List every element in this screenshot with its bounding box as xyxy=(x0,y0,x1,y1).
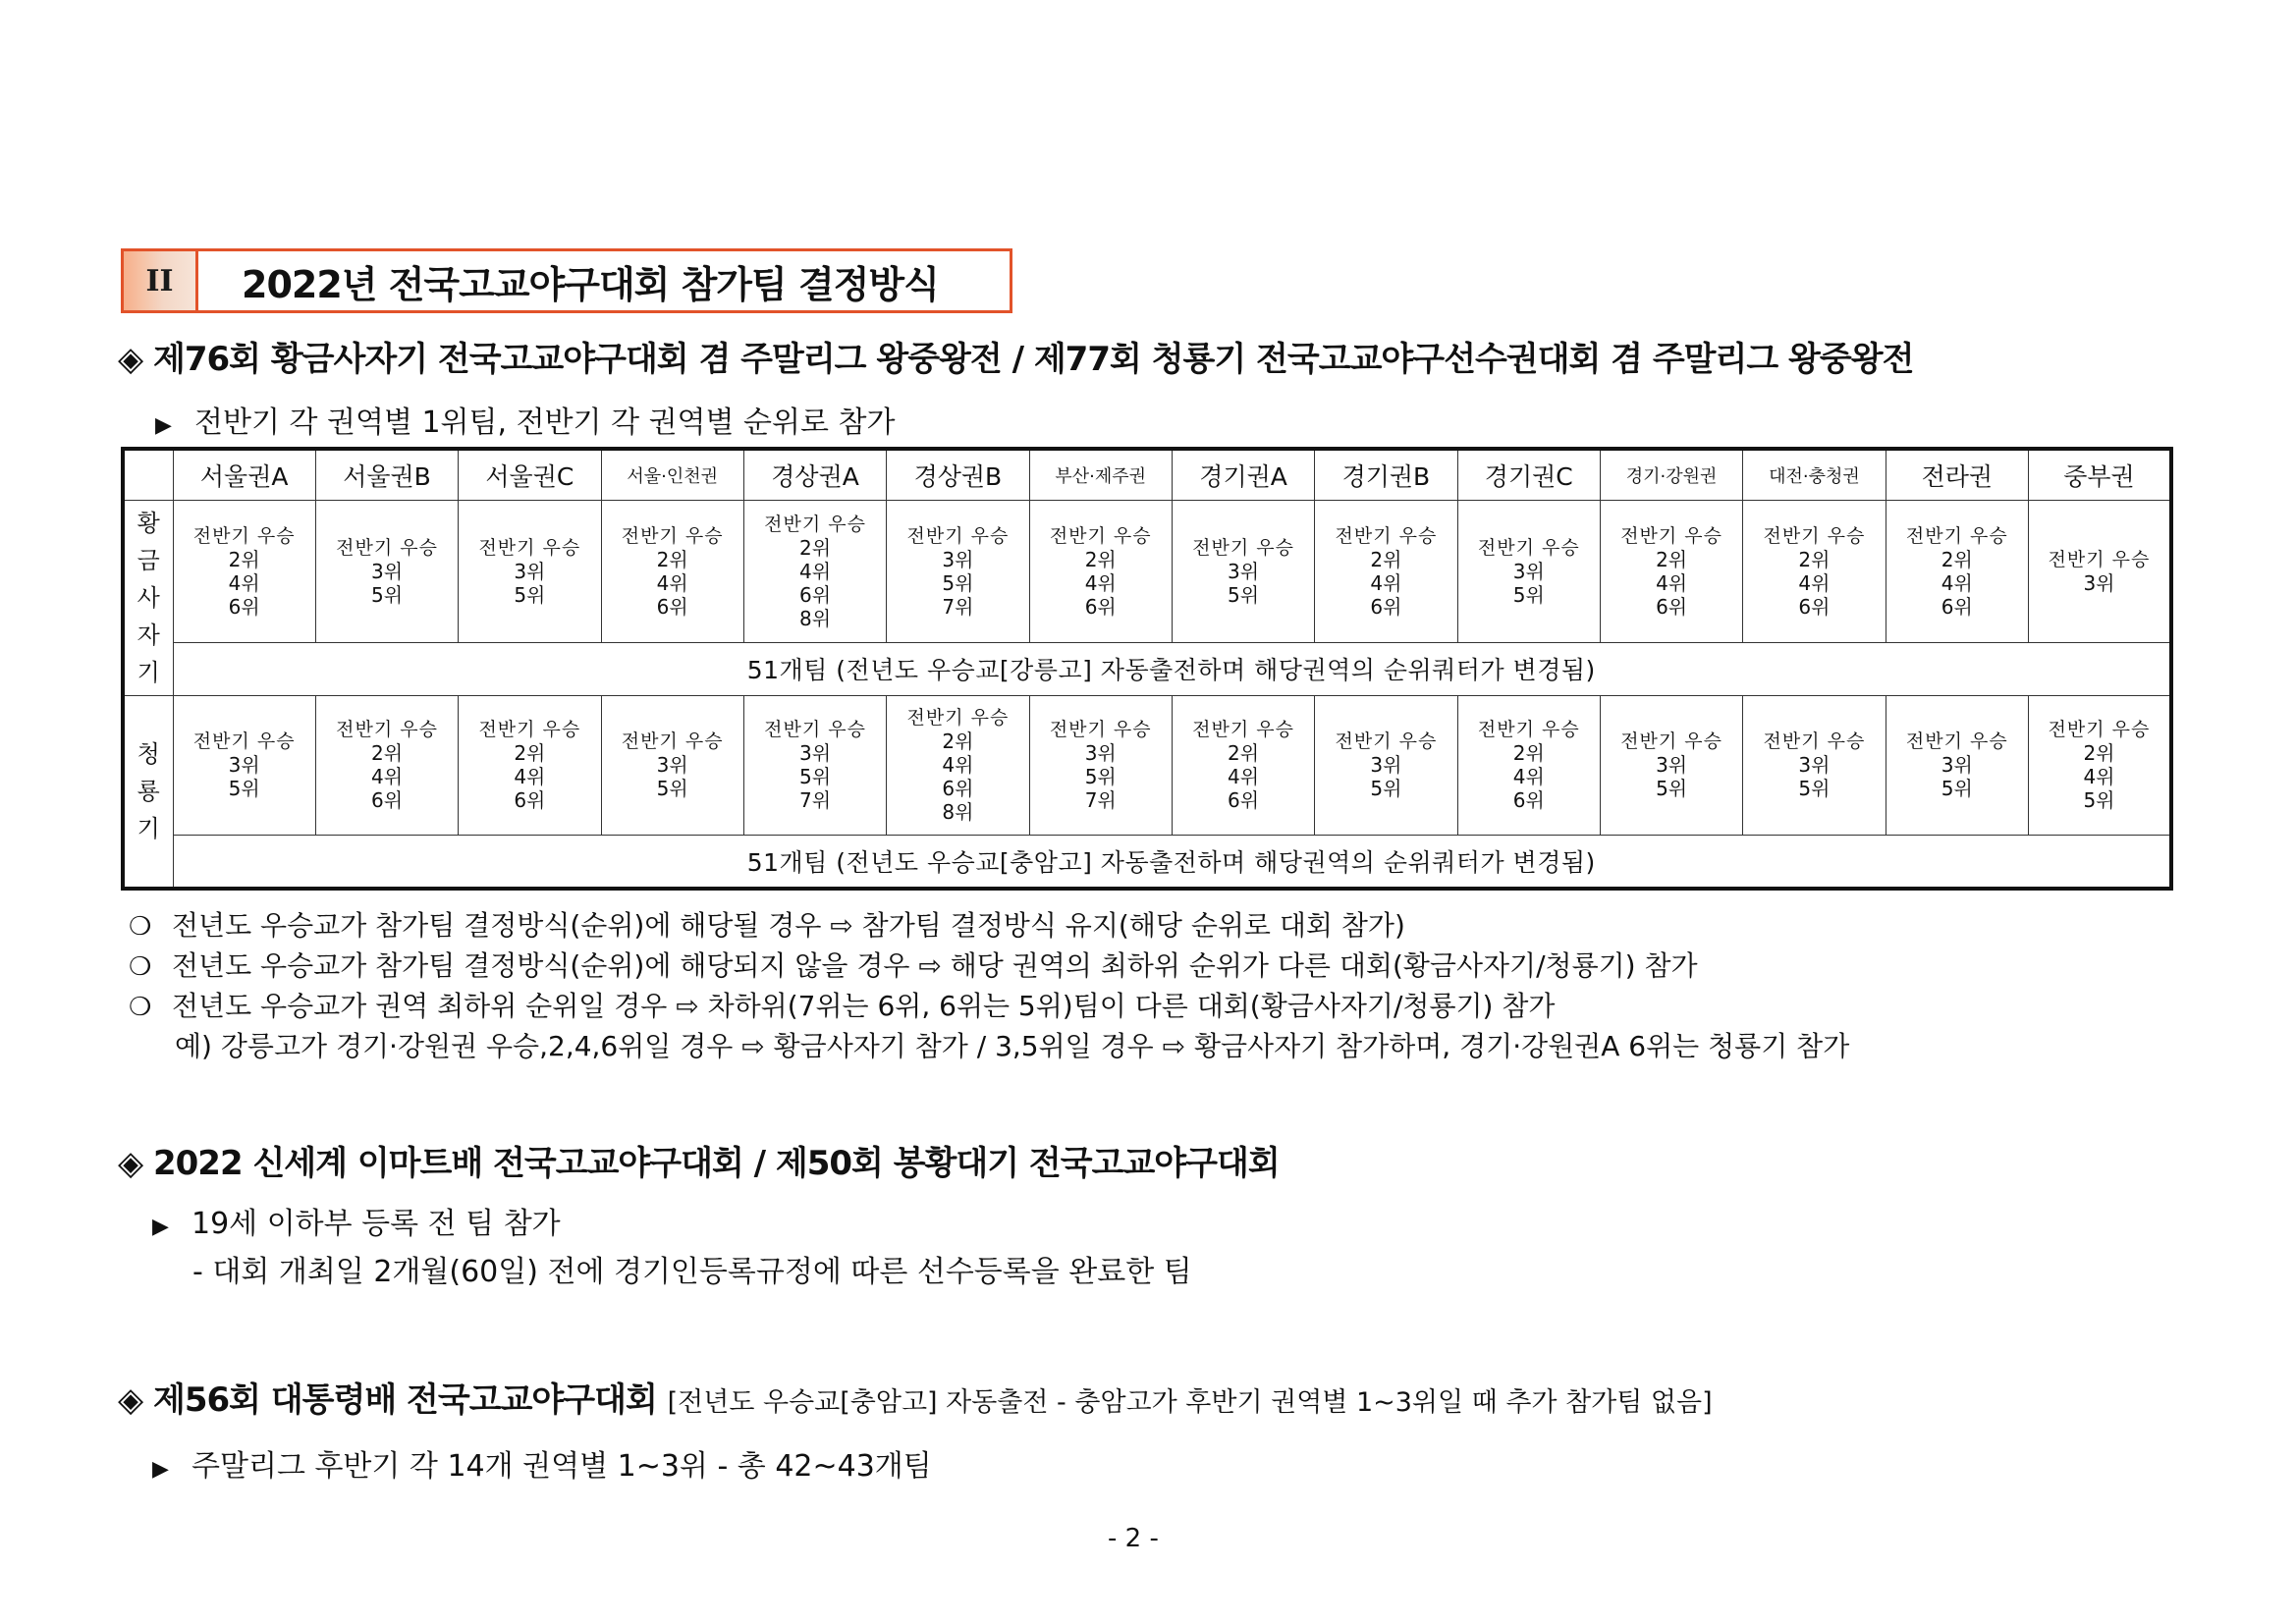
cell-line: 2위 xyxy=(2083,741,2115,766)
table-cell xyxy=(1029,696,1172,836)
table-cell xyxy=(743,501,886,643)
cell-line: 전반기 우승 xyxy=(1620,524,1723,547)
cell-line: 5위 xyxy=(370,582,404,607)
cell-line: 6위 xyxy=(514,788,546,813)
cell-line: 3위 xyxy=(228,753,260,778)
cell-line: 6위 xyxy=(228,594,260,619)
cell-line: 6위 xyxy=(1228,788,1260,813)
cell-line: 3위 xyxy=(2083,570,2115,595)
column-header: 경기권A xyxy=(1172,449,1314,501)
cell-line: 전반기 우승 xyxy=(192,524,296,547)
cell-line: 2위 xyxy=(370,741,404,766)
column-header: 경상권B xyxy=(887,449,1029,501)
row-label xyxy=(123,696,173,889)
cell-line: 전반기 우승 xyxy=(764,513,866,535)
cell-line: 5위 xyxy=(1084,765,1117,789)
cell-line: 4위 xyxy=(1941,570,1973,595)
note-3-text: 전년도 우승교가 권역 최하위 순위일 경우 ⇨ 차하위(7위는 6위, 6위는 5위)팀이 다른 대회(황금사자기/청룡기) 참가 xyxy=(172,990,1556,1022)
cell-line: 6위 xyxy=(1512,788,1545,813)
table-note-row xyxy=(123,642,2171,695)
circle-bullet-icon: ❍ xyxy=(129,952,152,982)
section-title: 2022년 전국고교야구대회 참가팀 결정방식 xyxy=(242,262,939,306)
table-cell xyxy=(1172,501,1314,643)
cell-line: 전반기 우승 xyxy=(1477,719,1580,741)
table-cell xyxy=(1600,696,1742,836)
cell-line: 전반기 우승 xyxy=(621,730,724,753)
column-header: 중부권 xyxy=(2028,449,2171,501)
block3-heading-note: [전년도 우승교[충암고] 자동출전 - 충암고가 후반기 권역별 1~3위일 때 추가 참가팀 없음] xyxy=(667,1387,1713,1418)
cell-line: 2위 xyxy=(799,535,832,560)
cell-line: 4위 xyxy=(942,753,974,778)
circle-bullet-icon: ❍ xyxy=(129,912,152,942)
note-3 xyxy=(129,985,1555,1024)
triangle-bullet-icon: ▶ xyxy=(152,1215,169,1239)
team-count-note: 51개팀 (전년도 우승교[충암고] 자동출전하며 해당권역의 순위쿼터가 변경됨) xyxy=(173,835,2171,889)
cell-line: 3위 xyxy=(799,741,832,766)
cell-line: 5위 xyxy=(1370,777,1402,801)
cell-line: 4위 xyxy=(228,570,260,595)
block1-bullet xyxy=(155,398,896,441)
table-cell xyxy=(1886,696,2028,836)
cell-line: 5위 xyxy=(1941,777,1973,801)
cell-line: 3위 xyxy=(1798,753,1831,778)
cell-line: 5위 xyxy=(514,582,546,607)
table-cell xyxy=(459,696,601,836)
cell-line: 3위 xyxy=(1370,753,1402,778)
column-header: 경상권A xyxy=(743,449,886,501)
cell-line: 전반기 우승 xyxy=(1192,536,1294,559)
row-label-char: 청 xyxy=(137,740,160,769)
column-header: 전라권 xyxy=(1886,449,2028,501)
row-label xyxy=(123,501,173,696)
table-cell xyxy=(1029,501,1172,643)
cell-line: 5위 xyxy=(656,777,688,801)
cell-line: 7위 xyxy=(1084,788,1117,813)
triangle-bullet-icon: ▶ xyxy=(152,1457,169,1482)
row-label-char: 금 xyxy=(137,547,160,575)
table-cell xyxy=(887,501,1029,643)
cell-line: 2위 xyxy=(942,730,974,754)
note-2 xyxy=(129,945,1698,984)
block2-sub: - 대회 개최일 2개월(60일) 전에 경기인등록규정에 따른 선수등록을 완료한 팀 xyxy=(192,1255,1192,1289)
row-label-char: 기 xyxy=(137,659,160,687)
column-header: 경기·강원권 xyxy=(1600,449,1742,501)
column-header: 경기권B xyxy=(1315,449,1457,501)
table-cell xyxy=(459,501,601,643)
page-number: - 2 - xyxy=(1108,1524,1159,1553)
cell-line: 전반기 우승 xyxy=(1905,730,2008,753)
cell-line: 3위 xyxy=(656,753,688,778)
cell-line: 전반기 우승 xyxy=(2048,548,2151,570)
table-cell xyxy=(601,501,743,643)
column-header: 부산·제주권 xyxy=(1029,449,1172,501)
cell-line: 2위 xyxy=(1941,547,1973,571)
cell-line: 4위 xyxy=(1798,570,1831,595)
cell-line: 4위 xyxy=(1656,570,1688,595)
cell-line: 2위 xyxy=(1656,547,1688,571)
cell-line: 전반기 우승 xyxy=(1905,524,2008,547)
cell-line: 4위 xyxy=(1084,570,1117,595)
cell-line: 전반기 우승 xyxy=(1763,524,1866,547)
cell-line: 6위 xyxy=(1084,594,1117,619)
table-cell xyxy=(173,696,315,836)
cell-line: 2위 xyxy=(1084,547,1117,571)
block3-bullet xyxy=(152,1441,932,1485)
column-header: 서울권C xyxy=(459,449,601,501)
cell-line: 전반기 우승 xyxy=(478,719,581,741)
cell-line: 3위 xyxy=(514,559,546,583)
column-header: 서울·인천권 xyxy=(601,449,743,501)
table-cell xyxy=(1886,501,2028,643)
cell-line: 8위 xyxy=(799,606,832,630)
cell-line: 6위 xyxy=(1656,594,1688,619)
cell-line: 6위 xyxy=(1798,594,1831,619)
cell-line: 3위 xyxy=(942,547,974,571)
block2-bullet-text: 19세 이하부 등록 전 팀 참가 xyxy=(191,1207,561,1241)
cell-line: 5위 xyxy=(1656,777,1688,801)
table-cell xyxy=(1743,501,1886,643)
cell-line: 전반기 우승 xyxy=(906,524,1010,547)
table-cell xyxy=(887,696,1029,836)
cell-line: 전반기 우승 xyxy=(906,707,1010,730)
cell-line: 7위 xyxy=(942,594,974,619)
table-cell xyxy=(173,501,315,643)
cell-line: 2위 xyxy=(1512,741,1545,766)
team-count-note: 51개팀 (전년도 우승교[강릉고] 자동출전하며 해당권역의 순위쿼터가 변경됨) xyxy=(173,642,2171,695)
cell-line: 전반기 우승 xyxy=(478,536,581,559)
cell-line: 6위 xyxy=(656,594,688,619)
cell-line: 2위 xyxy=(1228,741,1260,766)
section-number: II xyxy=(124,251,198,310)
cell-line: 6위 xyxy=(942,777,974,801)
cell-line: 4위 xyxy=(1370,570,1402,595)
row-label-char: 룡 xyxy=(137,778,160,806)
row-label-char: 자 xyxy=(137,622,160,650)
cell-line: 4위 xyxy=(2083,765,2115,789)
table-cell xyxy=(1457,696,1600,836)
cell-line: 3위 xyxy=(1228,559,1260,583)
table-cell xyxy=(315,696,458,836)
table-note-row xyxy=(123,835,2171,889)
row-label-char: 황 xyxy=(137,510,160,538)
block2-heading: ◈ 2022 신세계 이마트배 전국고교야구대회 / 제50회 봉황대기 전국고교야구대회 xyxy=(118,1144,1280,1183)
cell-line: 전반기 우승 xyxy=(1049,524,1152,547)
cell-line: 전반기 우승 xyxy=(192,730,296,753)
table-cell xyxy=(1457,501,1600,643)
cell-line: 4위 xyxy=(514,765,546,789)
cell-line: 3위 xyxy=(1941,753,1973,778)
cell-line: 4위 xyxy=(1512,765,1545,789)
table-cell xyxy=(1172,696,1314,836)
cell-line: 전반기 우승 xyxy=(336,536,438,559)
note-1-text: 전년도 우승교가 참가팀 결정방식(순위)에 해당될 경우 ⇨ 참가팀 결정방식 유지(해당 순위로 대회 참가) xyxy=(172,909,1405,942)
circle-bullet-icon: ❍ xyxy=(129,993,152,1022)
cell-line: 3위 xyxy=(1512,559,1545,583)
block3-bullet-text: 주말리그 후반기 각 14개 권역별 1~3위 - 총 42~43개팀 xyxy=(191,1449,932,1484)
cell-line: 전반기 우승 xyxy=(1335,524,1438,547)
example-text: 예) 강릉고가 경기·강원권 우승,2,4,6위일 경우 ⇨ 황금사자기 참가 / 3,5위일 경우 ⇨ 황금사자기 참가하며, 경기·강원권A 6위는 청룡기 참가 xyxy=(175,1030,1850,1062)
cell-line: 4위 xyxy=(799,559,832,583)
cell-line: 3위 xyxy=(1656,753,1688,778)
qualification-table xyxy=(121,447,2173,891)
table-cell xyxy=(1600,501,1742,643)
cell-line: 6위 xyxy=(799,582,832,607)
cell-line: 4위 xyxy=(1228,765,1260,789)
note-1 xyxy=(129,904,1405,944)
column-header: 서울권B xyxy=(315,449,458,501)
table-cell xyxy=(2028,501,2171,643)
row-label-char: 사 xyxy=(137,584,160,613)
cell-line: 6위 xyxy=(370,788,404,813)
cell-line: 전반기 우승 xyxy=(1049,719,1152,741)
column-header: 대전·충청권 xyxy=(1743,449,1886,501)
cell-line: 4위 xyxy=(370,765,404,789)
cell-line: 5위 xyxy=(799,765,832,789)
table-corner xyxy=(123,449,173,501)
block2-bullet xyxy=(152,1199,561,1242)
triangle-bullet-icon: ▶ xyxy=(155,413,172,438)
cell-line: 4위 xyxy=(656,570,688,595)
table-row xyxy=(123,501,2171,643)
cell-line: 2위 xyxy=(1798,547,1831,571)
cell-line: 전반기 우승 xyxy=(1192,719,1294,741)
cell-line: 전반기 우승 xyxy=(621,524,724,547)
table-cell xyxy=(601,696,743,836)
cell-line: 7위 xyxy=(799,788,832,813)
cell-line: 전반기 우승 xyxy=(1763,730,1866,753)
cell-line: 전반기 우승 xyxy=(1620,730,1723,753)
block3-heading-text: ◈ 제56회 대통령배 전국고교야구대회 xyxy=(118,1380,657,1420)
cell-line: 2위 xyxy=(514,741,546,766)
cell-line: 5위 xyxy=(1798,777,1831,801)
cell-line: 5위 xyxy=(942,570,974,595)
cell-line: 2위 xyxy=(228,547,260,571)
table-cell xyxy=(1315,501,1457,643)
cell-line: 5위 xyxy=(2083,788,2115,813)
table-cell xyxy=(1743,696,1886,836)
table-cell xyxy=(315,501,458,643)
cell-line: 2위 xyxy=(1370,547,1402,571)
cell-line: 8위 xyxy=(942,800,974,825)
cell-line: 전반기 우승 xyxy=(2048,719,2151,741)
cell-line: 전반기 우승 xyxy=(336,719,438,741)
cell-line: 5위 xyxy=(1228,582,1260,607)
cell-line: 5위 xyxy=(1512,582,1545,607)
note-2-text: 전년도 우승교가 참가팀 결정방식(순위)에 해당되지 않을 경우 ⇨ 해당 권역의 최하위 순위가 다른 대회(황금사자기/청룡기) 참가 xyxy=(172,949,1698,982)
cell-line: 3위 xyxy=(1084,741,1117,766)
section-header xyxy=(121,248,1012,313)
cell-line: 3위 xyxy=(370,559,404,583)
table-cell xyxy=(743,696,886,836)
column-header: 서울권A xyxy=(173,449,315,501)
cell-line: 전반기 우승 xyxy=(764,719,866,741)
table-cell xyxy=(2028,696,2171,836)
cell-line: 6위 xyxy=(1370,594,1402,619)
table-cell xyxy=(1315,696,1457,836)
block3-heading xyxy=(118,1373,1713,1421)
block1-heading: ◈ 제76회 황금사자기 전국고교야구대회 겸 주말리그 왕중왕전 / 제77회 청룡기 전국고교야구선수권대회 겸 주말리그 왕중왕전 xyxy=(118,340,1914,379)
block1-bullet-text: 전반기 각 권역별 1위팀, 전반기 각 권역별 순위로 참가 xyxy=(194,406,896,440)
cell-line: 전반기 우승 xyxy=(1477,536,1580,559)
cell-line: 6위 xyxy=(1941,594,1973,619)
cell-line: 2위 xyxy=(656,547,688,571)
cell-line: 전반기 우승 xyxy=(1335,730,1438,753)
column-header: 경기권C xyxy=(1457,449,1600,501)
row-label-char: 기 xyxy=(137,815,160,843)
cell-line: 5위 xyxy=(228,777,260,801)
table-row xyxy=(123,696,2171,836)
